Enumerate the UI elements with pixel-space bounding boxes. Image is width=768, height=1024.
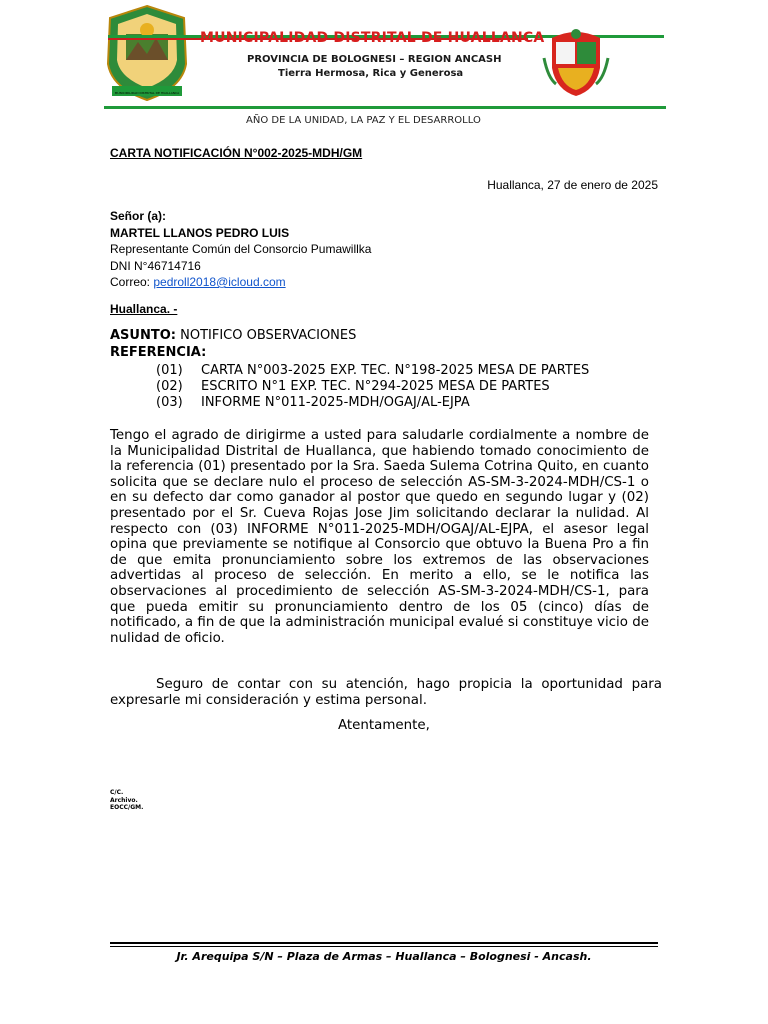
email-label: Correo: [110, 275, 154, 289]
footer-thick-rule [110, 942, 658, 944]
reference-number: (03) [156, 395, 183, 410]
email-link[interactable]: pedroll2018@icloud.com [153, 275, 286, 289]
closing: Atentamente, [338, 718, 430, 733]
header-bottom-line [104, 106, 666, 109]
reference-text: INFORME N°011-2025-MDH/OGAJ/AL-EJPA [201, 395, 470, 410]
copy-line: C/C. [110, 789, 124, 796]
footer-address: Jr. Arequipa S/N – Plaza de Armas – Huallanca – Bolognesi - Ancash. [176, 950, 592, 963]
subject-value: NOTIFICO OBSERVACIONES [175, 328, 357, 343]
logo-caption: MUNICIPALIDAD DISTRITAL DE HUALLANCA [114, 91, 180, 95]
footer-thin-rule [110, 946, 658, 947]
recipient-dni: DNI N°46714716 [110, 259, 201, 273]
reference-number: (01) [156, 363, 183, 378]
reference-number: (02) [156, 379, 183, 394]
subject-label: ASUNTO: [110, 328, 176, 343]
reference-item [156, 395, 470, 410]
body-paragraph-2: Seguro de contar con su atención, hago propicia la oportunidad para expresarle mi consideración y estima personal. [110, 677, 662, 708]
subject-line [110, 328, 356, 343]
letter-date: Huallanca, 27 de enero de 2025 [487, 178, 658, 192]
municipal-logo [104, 4, 190, 104]
recipient-email-line [110, 274, 286, 290]
year-motto: AÑO DE LA UNIDAD, LA PAZ Y EL DESARROLLO [246, 115, 481, 126]
province-line: PROVINCIA DE BOLOGNESI – REGION ANCASH [247, 54, 502, 65]
reference-text: CARTA N°003-2025 EXP. TEC. N°198-2025 MESA DE PARTES [201, 363, 590, 378]
town-motto: Tierra Hermosa, Rica y Generosa [278, 68, 464, 79]
reference-text: ESCRITO N°1 EXP. TEC. N°294-2025 MESA DE PARTES [201, 379, 550, 394]
letter-reference: CARTA NOTIFICACIÓN N°002-2025-MDH/GM [110, 146, 363, 160]
reference-item [156, 379, 550, 394]
copy-line: Archivo. [110, 797, 138, 804]
reference-item [156, 363, 589, 378]
salutation: Señor (a): [110, 209, 167, 223]
copy-line: EOCC/GM. [110, 804, 144, 811]
body-paragraph-1: Tengo el agrado de dirigirme a usted para saludarle cordialmente a nombre de la Municipalidad Distrital de Huallanca, que habiendo tomado conocimiento de la referencia (01) presentado por la Sra. Saeda Sulema Cotrina Quito, en cuanto solicita que se declare nulo el proceso de selección AS-SM-3-2024-MDH/CS-1 o en su defecto dar como ganador al postor que quedo en segundo lugar y (02) presentado por el Sr. Cueva Rojas Jose Jim solicitando declarar la nulidad. Al respecto con (03) INFORME N°011-2025-MDH/OGAJ/AL-EJPA, el asesor legal opina que previamente se notifique al Consorcio que obtuvo la Buena Pro a fin de que emita pronunciamiento sobre los extremos de las observaciones advertidas al proceso de selección. En merito a ello, se le notifica las observaciones al procedimiento de selección AS-SM-3-2024-MDH/CS-1, para que pueda emitir su pronunciamiento dentro de los 05 (cinco) días de notificado, a fin de que la administración municipal evalué si constituye vicio de nulidad de oficio. [110, 428, 649, 646]
references-label: REFERENCIA: [110, 345, 207, 360]
recipient-name: MARTEL LLANOS PEDRO LUIS [110, 226, 290, 240]
peru-coat-of-arms [542, 28, 610, 98]
municipality-title: MUNICIPALIDAD DISTRITAL DE HUALLANCA [200, 30, 545, 46]
recipient-role: Representante Común del Consorcio Pumawillka [110, 242, 372, 256]
recipient-city: Huallanca. - [110, 302, 178, 316]
